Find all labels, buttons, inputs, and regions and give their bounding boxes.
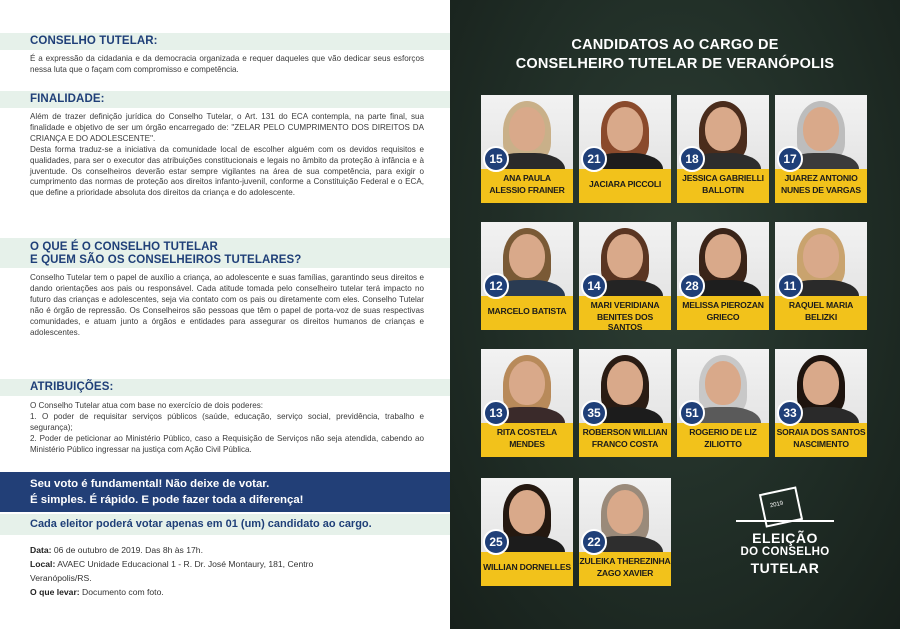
candidate-name-line2: ZAGO XAVIER <box>596 568 654 578</box>
candidate-card <box>481 222 573 334</box>
section-text-atribuicoes: O Conselho Tutelar atua com base no exercício de dois poderes: 1. O poder de requisitar serviços públicos (saúde, educação, serviço social, previdência, trabalho e segurança); 2. Poder de peticionar ao Ministério Público, caso a Requisição de Serviços não seja atendida, cabendo ao Ministério Público ingressar na justiça com Ação Civil Pública. <box>30 401 424 454</box>
section-title-o-que-e <box>0 238 450 268</box>
section-title-finalidade: FINALIDADE: <box>0 91 450 108</box>
candidate-name-line2: NUNES DE VARGAS <box>781 185 861 195</box>
candidate-name-box <box>579 169 671 203</box>
candidate-name-box <box>579 296 671 330</box>
candidate-number-badge: 12 <box>483 273 509 299</box>
candidate-name-box <box>775 423 867 457</box>
date-info <box>30 545 203 556</box>
candidate-face <box>803 361 839 405</box>
election-logo <box>730 490 840 590</box>
candidate-face <box>607 107 643 151</box>
candidate-number-badge: 21 <box>581 146 607 172</box>
candidate-card <box>775 349 867 461</box>
candidate-name-box <box>481 423 573 457</box>
candidate-card <box>677 95 769 207</box>
candidate-name-line1: JUAREZ ANTONIO <box>784 173 858 183</box>
candidate-name-line2: BENITES DOS SANTOS <box>596 312 654 332</box>
section-title-o-que-e-line1: O QUE É O CONSELHO TUTELAR <box>30 241 218 253</box>
section-title-conselho: CONSELHO TUTELAR: <box>0 33 450 50</box>
candidate-number-badge: 25 <box>483 529 509 555</box>
candidate-card <box>677 349 769 461</box>
candidate-card <box>775 222 867 334</box>
candidate-name-box <box>775 169 867 203</box>
candidate-name-line2: ALESSIO FRAINER <box>489 185 565 195</box>
candidate-number-badge: 35 <box>581 400 607 426</box>
candidate-name-box <box>481 552 573 586</box>
candidate-name-box <box>579 552 671 586</box>
candidate-face <box>607 490 643 534</box>
candidate-face <box>509 361 545 405</box>
candidate-card <box>775 95 867 207</box>
candidate-face <box>705 234 741 278</box>
candidate-card <box>579 95 671 207</box>
candidate-number-badge: 51 <box>679 400 705 426</box>
candidate-face <box>509 107 545 151</box>
candidate-face <box>705 361 741 405</box>
candidate-name-line1: SORAIA DOS SANTOS <box>776 427 866 437</box>
vote-note <box>0 514 450 535</box>
candidate-name-box <box>677 423 769 457</box>
candidate-card <box>579 222 671 334</box>
candidate-face <box>509 234 545 278</box>
candidate-name-box <box>677 169 769 203</box>
candidate-card <box>481 95 573 207</box>
candidate-number-badge: 11 <box>777 273 803 299</box>
candidate-name-line1: ANA PAULA <box>503 173 551 183</box>
candidate-number-badge: 28 <box>679 273 705 299</box>
candidate-name-line1: JESSICA GABRIELLI <box>682 173 764 183</box>
candidate-number-badge: 17 <box>777 146 803 172</box>
vote-line2: É simples. É rápido. E pode fazer toda a diferença! <box>30 494 304 506</box>
bring-label: O que levar: <box>30 587 80 597</box>
candidate-number-badge: 15 <box>483 146 509 172</box>
candidate-number-badge: 22 <box>581 529 607 555</box>
candidate-name-line2: FRANCO COSTA <box>591 439 659 449</box>
candidate-number-badge: 13 <box>483 400 509 426</box>
candidate-name-line2: ZILIOTTO <box>704 439 742 449</box>
candidate-face <box>509 490 545 534</box>
candidate-face <box>803 107 839 151</box>
candidate-number-badge: 14 <box>581 273 607 299</box>
logo-line3: TUTELAR <box>750 560 820 576</box>
candidate-name-box <box>481 169 573 203</box>
candidate-name-line1: MARCELO BATISTA <box>487 306 567 316</box>
candidate-name-box <box>481 296 573 330</box>
candidate-number-badge: 33 <box>777 400 803 426</box>
location-value: AVAEC Unidade Educacional 1 - R. Dr. José Montaury, 181, Centro <box>55 559 314 569</box>
candidate-name-line1: ROGERIO DE LIZ <box>689 427 757 437</box>
candidate-name-line1: MARI VERIDIANA <box>590 300 660 310</box>
candidate-name-line2: BELIZKI <box>804 312 838 322</box>
bring-value: Documento com foto. <box>79 587 164 597</box>
vote-line1: Seu voto é fundamental! Não deixe de votar. <box>30 478 270 490</box>
bring-info <box>30 587 164 598</box>
candidate-name-line1: RITA COSTELA <box>496 427 558 437</box>
candidate-face <box>607 361 643 405</box>
ballot-box-icon <box>736 520 834 524</box>
candidate-card <box>481 349 573 461</box>
candidate-card <box>579 478 671 590</box>
candidate-name-box <box>677 296 769 330</box>
candidate-card <box>677 222 769 334</box>
candidate-name-line1: ZULEIKA THEREZINHA <box>579 556 671 566</box>
candidate-name-line1: ROBERSON WILLIAN <box>582 427 668 437</box>
candidate-card <box>579 349 671 461</box>
location-info <box>30 559 313 570</box>
candidate-name-box <box>579 423 671 457</box>
candidate-name-line2: MENDES <box>509 439 545 449</box>
candidates-title-line2: CONSELHEIRO TUTELAR DE VERANÓPOLIS <box>515 56 835 72</box>
logo-line2: DO CONSELHO <box>740 546 830 558</box>
candidate-name-line1: JACIARA PICCOLI <box>588 179 662 189</box>
vote-banner <box>0 472 450 512</box>
location-info-line2: Veranópolis/RS. <box>30 573 92 583</box>
candidate-face <box>705 107 741 151</box>
section-title-atribuicoes: ATRIBUIÇÕES: <box>0 379 450 396</box>
candidate-name-line2: BALLOTIN <box>702 185 744 195</box>
candidate-name-line1: RAQUEL MARIA <box>788 300 854 310</box>
candidate-name-box <box>775 296 867 330</box>
candidate-name-line2: NASCIMENTO <box>793 439 849 449</box>
candidates-title-line1: CANDIDATOS AO CARGO DE <box>571 37 779 53</box>
candidate-face <box>607 234 643 278</box>
vote-note-text: Cada eleitor poderá votar apenas em 01 (um) candidato ao cargo. <box>30 518 372 530</box>
section-text-finalidade: Além de trazer definição jurídica do Conselho Tutelar, o Art. 131 do ECA contempla, na parte final, sua finalidade e objetivo de ser um órgão encarregado de: "ZELAR PELO CUMPRIMENTO DOS DIREITOS DA CRIANÇA E DO ADOLESCENTE". Desta forma traduz-se a iniciativa da comunidade local de escolher alguém com os devidos requisitos e qualidades, para ser o executor das atribuições constitucionais e legais no âmbito da proteção à infância e à juventude. Os conselheiros deverão estar sempre vigilantes na área de sua competência, para exigir o cumprimento das normas de proteção aos direitos infanto-juvenil, conforme a Constituição Federal e o ECA, que define a prioridade absoluta dos direitos da criança e do adolescente. <box>30 112 424 198</box>
candidate-face <box>803 234 839 278</box>
section-text-conselho: É a expressão da cidadania e da democracia organizada e requer daqueles que vão dedicar seus esforços nessa luta que o façam com compromisso e competência. <box>30 54 424 74</box>
date-label: Data: <box>30 545 52 555</box>
section-title-o-que-e-line2: E QUEM SÃO OS CONSELHEIROS TUTELARES? <box>30 254 302 266</box>
date-value: 06 de outubro de 2019. Das 8h às 17h. <box>51 545 203 555</box>
logo-line1: ELEIÇÃO <box>752 530 818 546</box>
section-text-o-que-e: Conselho Tutelar tem o papel de auxílio a criança, ao adolescente e suas famílias, garantindo seus direitos e dando orientações aos pais ou responsável. Cada atitude tomada pelo conselheiro tutelar terá impacto no futuro das crianças e adolescentes, seja via contato com os pais ou diretamente com eles. Conselho Tutelar não é órgão de repressão. Os Conselheiros são pessoas que têm o papel de porta-voz de suas respectivas comunidades, e atuam junto a órgãos e entidades para assegurar os direitos humanos de crianças e adolescentes. <box>30 273 424 337</box>
candidate-name-line1: MELISSA PIEROZAN <box>682 300 764 310</box>
candidate-name-line2: GRIECO <box>706 312 740 322</box>
candidate-card <box>481 478 573 590</box>
location-label: Local: <box>30 559 56 569</box>
candidate-name-line1: WILLIAN DORNELLES <box>483 562 571 572</box>
candidate-number-badge: 18 <box>679 146 705 172</box>
logo-year: 2019 <box>769 500 784 510</box>
